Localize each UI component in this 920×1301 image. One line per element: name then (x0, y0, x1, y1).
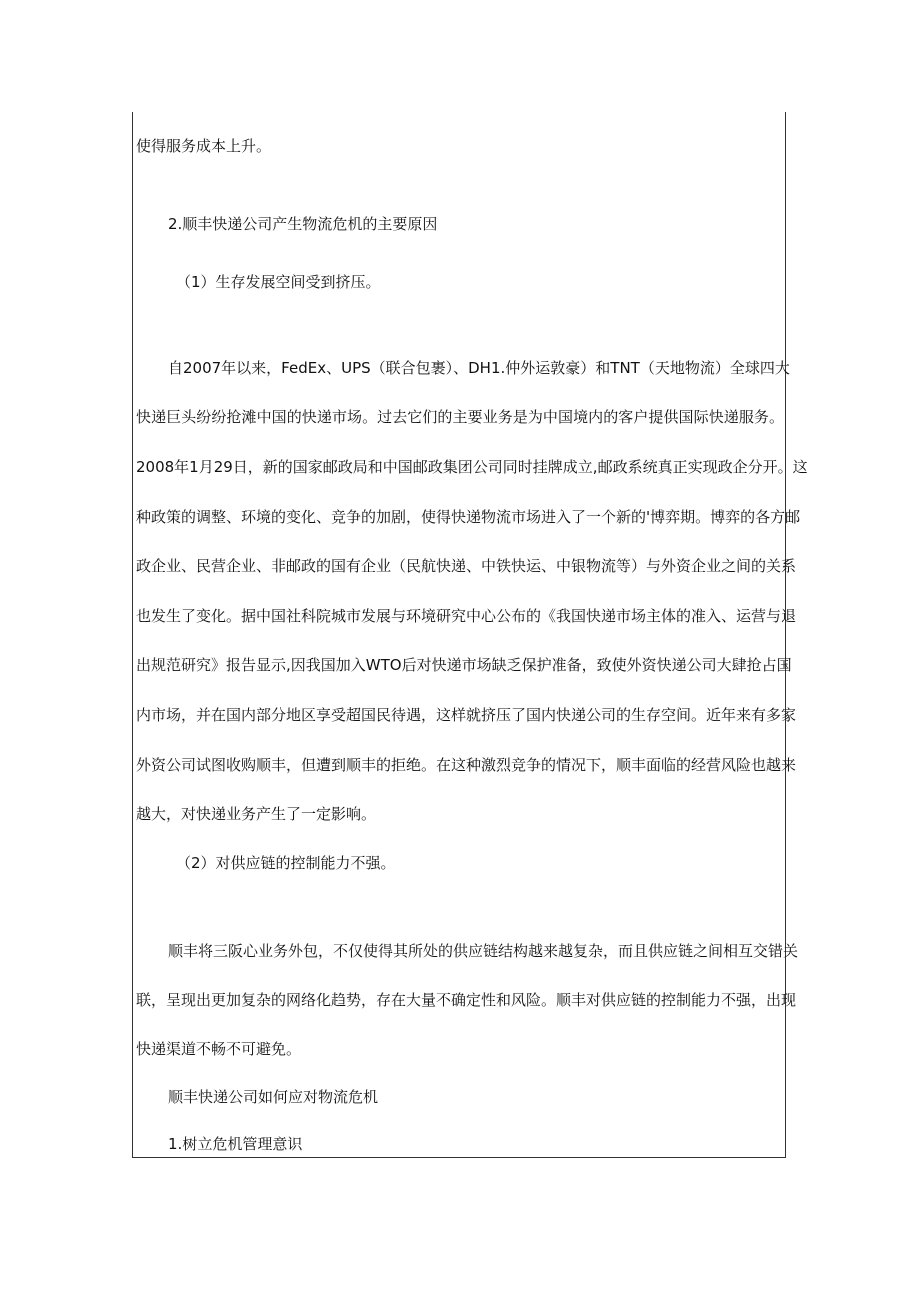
paragraph-line: 顺丰将三阪心业务外包，不仅使得其所处的供应链结构越来越复杂，而且供应链之间相互交错关 (168, 942, 799, 960)
paragraph-line: 使得服务成本上升。 (136, 137, 272, 155)
text-segment: 自2007年以来，FedEx、UPS（联合包裹）、DH (168, 359, 491, 377)
paragraph-line: 2008年1月29日，新的国家邮政局和中国邮政集团公司同时挂牌成立,邮政系统真正实现政企分开。这 (136, 458, 808, 476)
paragraph-line (168, 358, 790, 378)
highlighted-text: 1 (168, 1135, 178, 1153)
paragraph-line: 也发生了变化。据中国社科院城市发展与环境研究中心公布的《我国快递市场主体的准入、运营与退 (136, 607, 797, 625)
highlighted-text: 1 (490, 359, 501, 377)
section-heading: 顺丰快递公司如何应对物流危机 (168, 1088, 379, 1106)
section-heading: 2.顺丰快递公司产生物流危机的主要原因 (168, 215, 438, 233)
subsection-heading: （2）对供应链的控制能力不强。 (176, 854, 396, 872)
subsection-heading: （1）生存发展空间受到挤压。 (176, 273, 381, 291)
paragraph-line: 联，呈现出更加复杂的网络化趋势，存在大量不确定性和风险。顺丰对供应链的控制能力不强，出现 (136, 991, 797, 1009)
paragraph-line: 快递渠道不畅不可避免。 (136, 1040, 302, 1058)
paragraph-line: 外资公司试图收购顺丰，但遭到顺丰的拒绝。在这种激烈竞争的情况下，顺丰面临的经营风险也越来 (136, 756, 797, 774)
paragraph-line: 政企业、民营企业、非邮政的国有企业（民航快递、中铁快运、中银物流等）与外资企业之间的关系 (136, 557, 797, 575)
paragraph-line: 种政策的调整、环境的变化、竞争的加剧，使得快递物流市场进入了一个新的'博弈期。博弈的各方邮 (136, 508, 801, 526)
paragraph-line: 快递巨头纷纷抢滩中国的快递市场。过去它们的主要业务是为中国境内的客户提供国际快递服务。 (136, 408, 784, 426)
paragraph-line: 内市场，并在国内部分地区享受超国民待遇，这样就挤压了国内快递公司的生存空间。近年来有多家 (136, 706, 797, 724)
text-segment: .仲外运敦豪）和TNT（天地物流）全球四大 (500, 359, 790, 377)
text-segment: .树立危机管理意识 (177, 1135, 303, 1153)
subsection-heading (168, 1134, 784, 1154)
paragraph-line: 越大，对快递业务产生了一定影响。 (136, 805, 377, 823)
paragraph-line: 出规范研究》报告显示,因我国加入WTO后对快递市场缺乏保护准备，致使外资快递公司大肆抢占国 (136, 656, 792, 674)
